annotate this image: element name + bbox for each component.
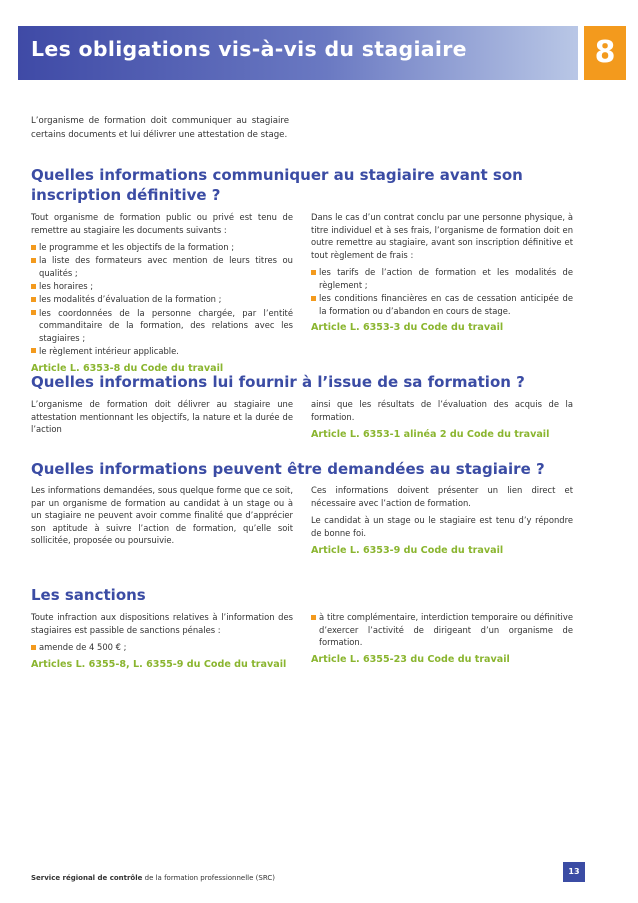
list-item: les tarifs de l’action de formation et les modalités de règlement ; <box>311 266 573 291</box>
bullet-square-icon <box>31 348 36 353</box>
section-heading: Quelles informations lui fournir à l’issue de sa formation ? <box>31 373 525 391</box>
paragraph: Dans le cas d’un contrat conclu par une personne physique, à titre individuel et à ses frais, l’organisme de formation doit en outre remettre au stagiaire, avant son inscription définitive et tout règlement de frais : <box>311 212 573 260</box>
paragraph: Le candidat à un stage ou le stagiaire est tenu d’y répondre de bonne foi. <box>311 515 573 538</box>
bullet-square-icon <box>31 645 36 650</box>
section-4-right-column <box>311 611 573 667</box>
section-heading: Les sanctions <box>31 586 146 604</box>
section-1-left-column <box>31 211 293 376</box>
footer-org-rest: de la formation professionnelle (SRC) <box>142 874 275 882</box>
list-item: les conditions financières en cas de cessation anticipée de la formation ou d’abandon en cours de stage. <box>311 292 573 317</box>
list-item: à titre complémentaire, interdiction temporaire ou définitive d’exercer l’activité de dirigeant d’un organisme de formation. <box>311 611 573 649</box>
list-item: la liste des formateurs avec mention de leurs titres ou qualités ; <box>31 254 293 279</box>
bullet-list <box>311 266 573 317</box>
bullet-list <box>311 611 573 649</box>
paragraph: Ces informations doivent présenter un lien direct et nécessaire avec l’action de formation. <box>311 485 573 508</box>
section-4-left-column <box>31 611 293 672</box>
bullet-square-icon <box>31 310 36 315</box>
page-number: 13 <box>563 862 585 882</box>
bullet-square-icon <box>31 297 36 302</box>
bullet-list <box>31 641 293 654</box>
intro-paragraph: L’organisme de formation doit communiquer au stagiaire certains documents et lui délivrer une attestation de stage. <box>31 116 289 140</box>
list-item: les coordonnées de la personne chargée, par l’entité commanditaire de la formation, des relations avec les stagiaires ; <box>31 307 293 345</box>
paragraph: Toute infraction aux dispositions relatives à l’information des stagiaires est passible de sanctions pénales : <box>31 612 293 635</box>
list-item: les modalités d’évaluation de la formation ; <box>31 293 293 306</box>
bullet-square-icon <box>31 258 36 263</box>
section-3-left-column <box>31 484 293 552</box>
article-reference: Articles L. 6355-8, L. 6355-9 du Code du travail <box>31 658 287 670</box>
article-reference: Article L. 6353-9 du Code du travail <box>311 545 504 557</box>
paragraph: L’organisme de formation doit délivrer au stagiaire une attestation mentionnant les objectifs, la nature et la durée de l’action <box>31 399 293 435</box>
list-item: amende de 4 500 € ; <box>31 641 293 654</box>
paragraph: Tout organisme de formation public ou privé est tenu de remettre au stagiaire les documents suivants : <box>31 212 293 235</box>
section-2-right-column <box>311 398 573 442</box>
bullet-square-icon <box>311 270 316 275</box>
bullet-square-icon <box>31 245 36 250</box>
paragraph: Les informations demandées, sous quelque forme que ce soit, par un organisme de formation au candidat à un stage ou à un stagiaire ne peuvent avoir comme finalité que d’apprécier son aptitude à suivre l’action de formation, qu’elle soit sollicitée, proposée ou poursuivie. <box>31 485 293 546</box>
footer-org-bold: Service régional de contrôle <box>31 874 143 882</box>
list-item: le programme et les objectifs de la formation ; <box>31 241 293 254</box>
list-item: les horaires ; <box>31 280 293 293</box>
paragraph: ainsi que les résultats de l’évaluation des acquis de la formation. <box>311 399 573 422</box>
article-reference: Article L. 6355-23 du Code du travail <box>311 653 510 665</box>
chapter-badge: 8 <box>584 26 626 80</box>
article-reference: Article L. 6353-1 alinéa 2 du Code du travail <box>311 429 550 441</box>
bullet-square-icon <box>311 615 316 620</box>
bullet-square-icon <box>311 296 316 301</box>
section-2-left-column <box>31 398 293 441</box>
bullet-square-icon <box>31 284 36 289</box>
page-title: Les obligations vis-à-vis du stagiaire <box>31 37 467 61</box>
section-1-right-column <box>311 211 573 335</box>
section-heading: Quelles informations communiquer au stagiaire avant son inscription définitive ? <box>31 166 523 204</box>
article-reference: Article L. 6353-8 du Code du travail <box>31 362 224 374</box>
bullet-list <box>31 241 293 357</box>
section-heading: Quelles informations peuvent être demandées au stagiaire ? <box>31 460 545 478</box>
footer <box>31 874 275 882</box>
list-item: le règlement intérieur applicable. <box>31 345 293 358</box>
section-3-right-column <box>311 484 573 558</box>
article-reference: Article L. 6353-3 du Code du travail <box>311 322 504 334</box>
